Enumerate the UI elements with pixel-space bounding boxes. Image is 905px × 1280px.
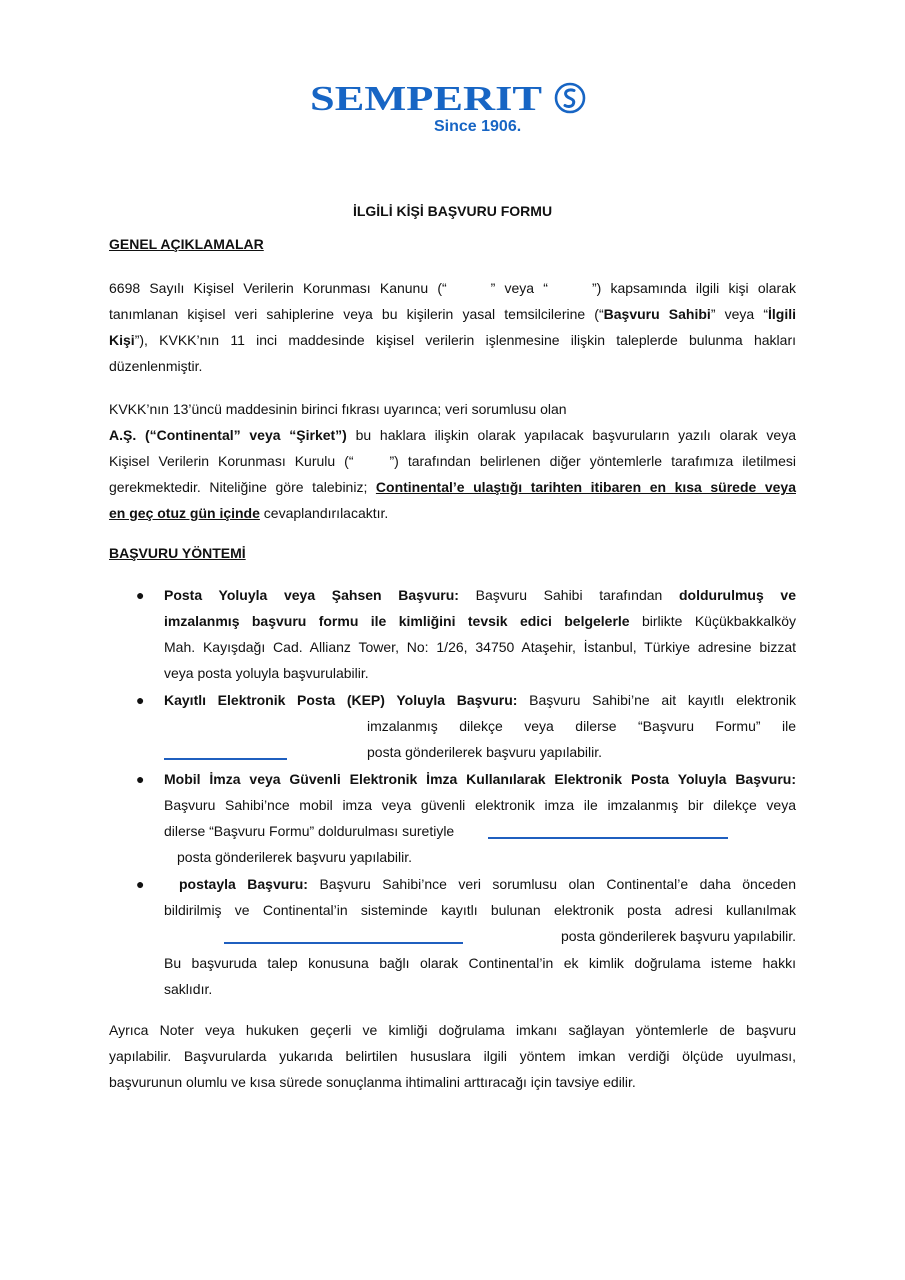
bullet-icon: ● <box>136 692 145 708</box>
para1-line3: Kişi”), KVKK’nın 11 inci maddesinde kişisel verilerin işlenmesine ilişkin taleplerde bulunma hakları <box>109 332 796 348</box>
bullet1-line2: imzalanmış başvuru formu ile kimliğini tevsik edici belgelerle birlikte Küçükbakkalköy <box>164 613 796 629</box>
form-title: İLGİLİ KİŞİ BAŞVURU FORMU <box>352 203 553 219</box>
bullet2-line3: posta gönderilerek başvuru yapılabilir. <box>367 744 603 760</box>
heading-genel: GENEL AÇIKLAMALAR <box>109 236 264 252</box>
bullet3-line3: dilerse “Başvuru Formu” doldurulması suretiyle <box>164 823 455 839</box>
para2-line2: A.Ş. (“Continental” veya “Şirket”) bu haklara ilişkin olarak yapılacak başvuruların yazılı olarak veya <box>109 427 796 443</box>
bullet1-line4: veya posta yoluyla başvurulabilir. <box>164 665 369 681</box>
bullet4-line3: posta gönderilerek başvuru yapılabilir. <box>560 928 796 944</box>
heading-yontem: BAŞVURU YÖNTEMİ <box>109 545 246 561</box>
logo-wordmark: SEMPERIT <box>310 80 542 116</box>
bullet4-line1: postayla Başvuru: Başvuru Sahibi’nce veri sorumlusu olan Continental’e daha önceden <box>179 876 796 892</box>
bullet-icon: ● <box>136 876 145 892</box>
para1-line4: düzenlenmiştir. <box>109 358 203 374</box>
para2-line4: gerekmektedir. Niteliğine göre talebiniz; Continental’e ulaştığı tarihten itibaren en kısa sürede veya <box>109 479 796 495</box>
para2-line1: KVKK’nın 13’üncü maddesinin birinci fıkrası uyarınca; veri sorumlusu olan <box>109 401 567 417</box>
logo-since: Since 1906. <box>434 118 522 135</box>
bullet4-line5: saklıdır. <box>164 981 213 997</box>
closing-line3: başvurunun olumlu ve kısa sürede sonuçlanma ihtimalini arttıracağı için tavsiye edilir. <box>109 1074 636 1090</box>
semperit-logo <box>310 80 542 116</box>
bullet2-line2: imzalanmış dilekçe veya dilerse “Başvuru Formu” ile <box>367 718 796 734</box>
bullet-icon: ● <box>136 771 145 787</box>
bullet2-line1: Kayıtlı Elektronik Posta (KEP) Yoluyla Başvuru: Başvuru Sahibi’ne ait kayıtlı elektronik <box>164 692 796 708</box>
bullet4-line4: Bu başvuruda talep konusuna bağlı olarak Continental’in ek kimlik doğrulama isteme hakkı <box>164 955 796 971</box>
bullet3-line4: posta gönderilerek başvuru yapılabilir. <box>177 849 413 865</box>
closing-line1: Ayrıca Noter veya hukuken geçerli ve kimliği doğrulama imkanı sağlayan yöntemlerle de başvuru <box>109 1022 796 1038</box>
bullet3-line2: Başvuru Sahibi’nce mobil imza veya güvenli elektronik imza ile imzalanmış bir dilekçe veya <box>164 797 796 813</box>
para1-line2: tanımlanan kişisel veri sahiplerine veya bu kişilerin yasal temsilcilerine (“Başvuru Sahibi” veya “İlgili <box>109 306 796 322</box>
bullet1-line1: Posta Yoluyla veya Şahsen Başvuru: Başvuru Sahibi tarafından doldurulmuş ve <box>164 587 797 603</box>
bullet1-line3: Mah. Kayışdağı Cad. Allianz Tower, No: 1/26, 34750 Ataşehir, İstanbul, Türkiye adresine bizzat <box>164 639 796 655</box>
para1-line1: 6698 Sayılı Kişisel Verilerin Korunması Kanunu (“ ” veya “ ”) kapsamında ilgili kişi olarak <box>109 280 796 296</box>
bullet4-line2: bildirilmiş ve Continental’in sisteminde kayıtlı bulunan elektronik posta adresi kullanılmak <box>164 902 796 918</box>
kep-address-placeholder <box>164 758 287 760</box>
para2-line3: Kişisel Verilerin Korunması Kurulu (“ ”) tarafından belirlenen diğer yöntemlerle tarafımıza iletilmesi <box>109 453 796 469</box>
bullet-icon: ● <box>136 587 145 603</box>
para2-line5: en geç otuz gün içinde cevaplandırılacaktır. <box>109 505 389 521</box>
email-address-placeholder <box>488 837 728 839</box>
closing-line2: yapılabilir. Başvurularda yukarıda belirtilen hususlara ilgili yöntem imkan verdiği ölçüde uyulması, <box>109 1048 796 1064</box>
semperit-s-mark-icon <box>554 82 586 114</box>
bullet3-line1: Mobil İmza veya Güvenli Elektronik İmza Kullanılarak Elektronik Posta Yoluyla Başvuru: <box>164 771 796 787</box>
